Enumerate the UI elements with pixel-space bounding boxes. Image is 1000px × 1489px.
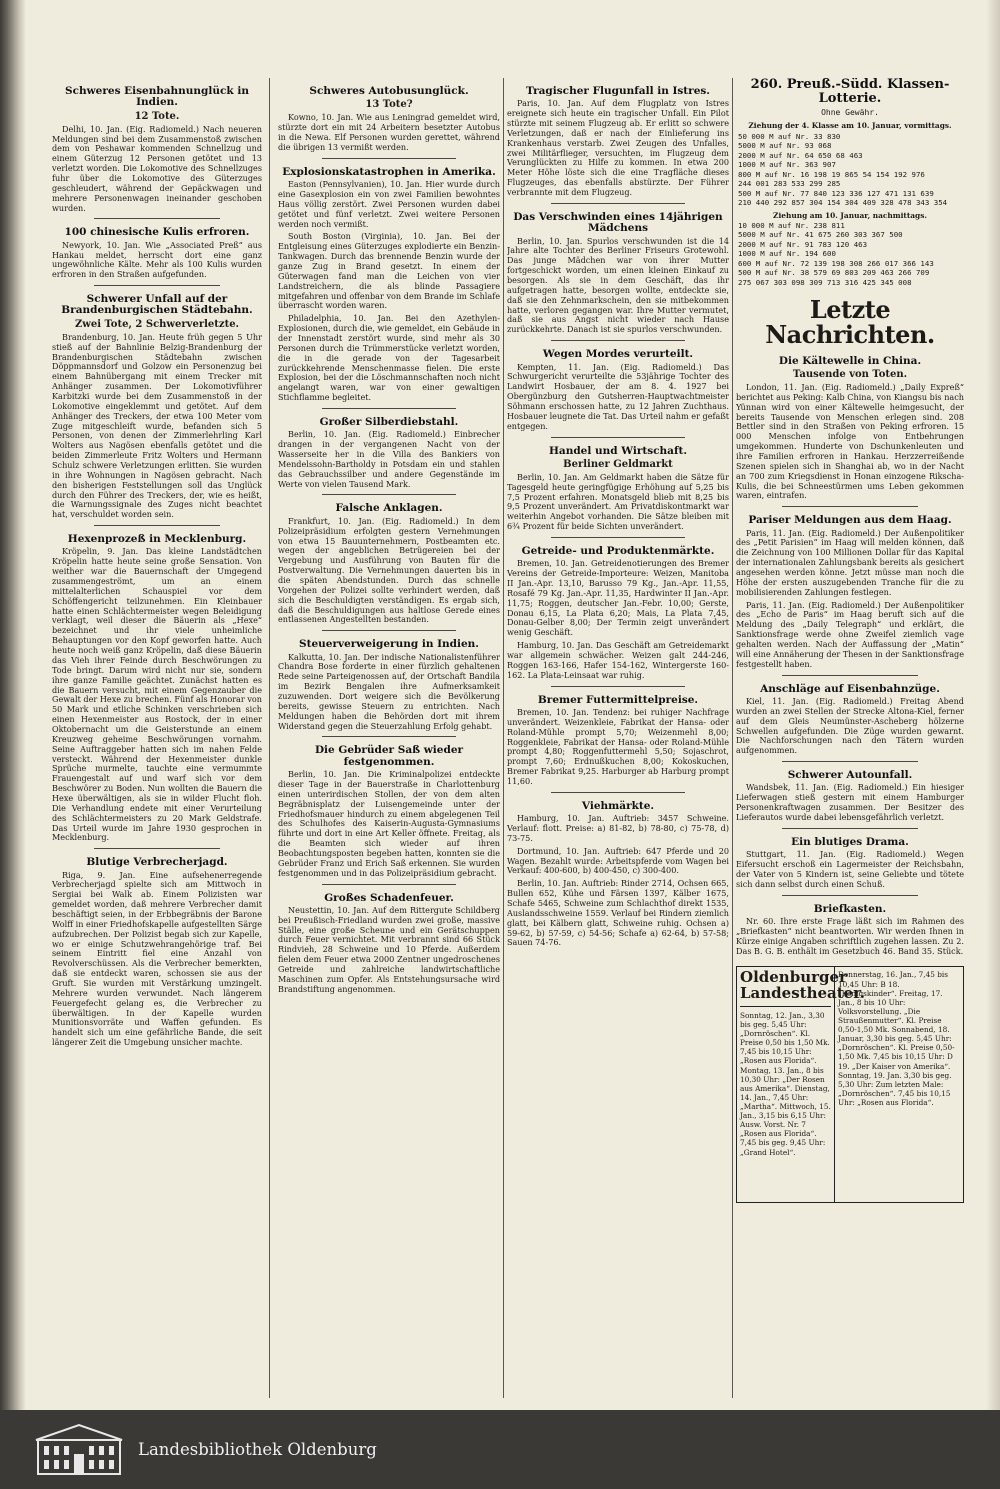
article-separator <box>551 437 684 438</box>
article-paragraph: Berlin, 10. Jan. Die Kriminalpolizei entdeckte dieser Tage in der Bauerstraße in Charlottenburg einen unterirdischen Stollen, der von dem alten Begräbnisplatz der Luisengemeinde unter der Friedhofsmauer hindurch zu einem abgelegenen Teil des Schulhofes des Kaiserin-Augusta-Gymnasiums führte und dort in eine Art Keller öffnete. Freitag, als die Beamten sich wieder auf ihren Beobachtungsposten begeben hatten, konnten sie die Gebrüder Franz und Erich Saß erkennen. Sie wurden festgenommen und in das Polizeipräsidium gebracht. <box>278 769 500 878</box>
lottery-rows-2 <box>736 221 964 287</box>
article-separator <box>94 848 220 849</box>
article-headline: Hexenprozeß in Mecklenburg. <box>67 533 247 546</box>
article-paragraph: Riga, 9. Jan. Eine aufsehenerregende Verbrecherjagd spielte sich am Mittwoch in Sergiai bei Walk ab. Einem Polizisten war gemeldet worden, daß mehrere Verbrecher damit beschäftigt seien, in der Erbbegräbnis der Barone Wolff in einer Friedhofskapelle aufgestellten Särge aufzubrechen. Der Polizist begab sich zur Kapelle, wo er einige Schutzwehrangehörige traf. Bei seinem Eintritt fiel eine Anzahl von Revolverschüssen. Als die Verbrecher bemerkten, daß sie entdeckt waren, schossen sie aus der Gruft. Sie wurden mit Verstärkung umzingelt. Mehrere wurden verwundet. Nach längerem Feuergefecht gelang es, die Verbrecher zu überwältigen. In der Kapelle wurden Munitionsvorräte und Waffen gefunden. Es handelt sich um eine gefährliche Bande, die seit längerer Zeit die Umgebung unsicher machte. <box>52 869 262 1048</box>
article-separator <box>782 828 919 829</box>
article-separator <box>322 884 455 885</box>
article-paragraph: Hamburg, 10. Jan. Das Geschäft am Getreidemarkt war allgemein schwächer. Weizen galt 244-246, Roggen 163-166, Hafer 154-162, Wintergerste 160-162. La Plata-Leinsaat war ruhig. <box>507 640 729 680</box>
article-headline: Die Gebrüder Saß wieder festgenommen. <box>314 744 464 768</box>
lottery-title: 260. Preuß.-Südd. Klassen-Lotterie. <box>750 78 950 107</box>
article-subheadline: 12 Tote. <box>134 110 180 122</box>
article-separator <box>94 285 220 286</box>
article-separator <box>94 525 220 526</box>
article-headline: Schweres Eisenbahnunglück in Indien. <box>65 85 249 109</box>
article-paragraph: Berlin, 10. Jan. Spurlos verschwunden ist die 14 Jahre alte Tochter des Berliner Friseurs Grotewohl. Das junge Mädchen war von ihrer Mutter fortgeschickt worden, um einen kleinen Einkauf zu besorgen. Als sie in dem Geschäft, das ihr aufgetragen hatte, besorgen wollte, entdeckte sie, daß sie den Zehnmarkschein, den sie mitbekommen hatte, verloren gegangen war. Ihre Mutter vermutet, daß sie aus Angst nicht wieder nach Hause zurückkehrte. Danach ist sie spurlos verschwunden. <box>507 235 729 335</box>
article-paragraph: Philadelphia, 10. Jan. Bei den Azethylen-Explosionen, durch die, wie gemeldet, ein Gebäude in der Innenstadt zerstört wurde, sind mehr als 30 Personen durch die Trümmerstücke verletzt worden, die in die gerade von der Tagesarbeit zurückkehrende Menschenmasse fielen. Die erste Explosion, bei der die Löschmannschaften noch nicht angelangt waren, war von einer gewaltigen Stichflamme begleitet. <box>278 313 500 403</box>
library-footer <box>0 1410 1000 1489</box>
column-4 <box>736 78 964 1398</box>
article-headline: Großes Schadenfeuer. <box>324 891 454 904</box>
article-separator <box>551 203 684 204</box>
lottery-row: 5000 M auf Nr. 93 068 <box>738 141 832 151</box>
article-separator <box>551 686 684 687</box>
article-separator <box>782 895 919 896</box>
article-separator <box>551 792 684 793</box>
article-paragraph: Neustettin, 10. Jan. Auf dem Rittergute Schildberg bei Preußisch-Friedland wurden zwei große, massive Ställe, eine große Scheune und ein Gerätschuppen durch Feuer vernichtet. Mit verbrannt sind 66 Stück Rindvieh, 28 Schweine und 10 Pferde. Außerdem fielen dem Feuer etwa 2000 Zentner ungedroschenes Getreide und zahlreiche landwirtschaftliche Maschinen zum Opfer. Als Entstehungsursache wird Brandstiftung angenommen. <box>278 904 500 994</box>
article-paragraph: Bremen, 10. Jan. Getreidenotierungen des Bremer Vereins der Getreide-Importeure: Weizen, Manitoba II Jan.-Apr. 13,10, Barusso 79 Kg., Jan.-Apr. 11,55, Rosafé 79 Kg. Jan.-Apr. 11,35, Hardwinter II Jan.-Apr. 11,75; Roggen, deutscher Jan.-Febr. 10,00; Gerste, Donau 6,15, La Plata 6,20; Mais, La Plata 7,45, Donau-Gelber 8,00; Der Termin zeigt unverändert wenig Geschäft. <box>507 558 729 638</box>
column-2 <box>278 78 500 1398</box>
article-headline: Handel und Wirtschaft. <box>548 444 688 457</box>
article-subheadline: Tausende von Toten. <box>792 368 908 380</box>
article-paragraph: Dortmund, 10. Jan. Auftrieb: 647 Pferde und 20 Wagen. Bezahlt wurde: Arbeitspferde vom Wagen bei Verkauf: 400-600, b) 400-450, c) 300-400. <box>507 845 729 876</box>
lottery-row: 1000 M auf Nr. 363 907 <box>738 160 836 170</box>
article-paragraph: Newyork, 10. Jan. Wie „Associated Preß“ aus Hankau meldet, herrscht dort eine ganz ungewöhnliche Kälte. Mehr als 100 Kulis wurden erfroren in den Straßen aufgefunden. <box>52 239 262 280</box>
article-paragraph: Kalkutta, 10. Jan. Der indische Nationalistenführer Chandra Bose forderte in einer fürzlich gehaltenen Rede seine Parteigenossen auf, der Ortschaft Bandila im Bezirk Bengalen ihre Aufmerksamkeit zuzuwenden. Dort weigere sich die Bevölkerung bereits, gewisse Steuern zu entrichten. Nach Meldungen haben die Behörden dort mit ihrem Widerstand gegen die Steuerzahlung Erfolg gehabt. <box>278 651 500 731</box>
article-separator <box>782 675 919 676</box>
theater-ad <box>736 966 964 1203</box>
article-headline: Pariser Meldungen aus dem Haag. <box>748 514 952 527</box>
article-headline: Großer Silberdiebstahl. <box>319 416 459 428</box>
article-headline: Briefkasten. <box>813 902 887 915</box>
article-separator <box>322 736 455 737</box>
article-headline: Ein blutiges Drama. <box>791 835 909 848</box>
lottery-row: 1000 M auf Nr. 194 600 <box>738 249 836 259</box>
column-3 <box>507 78 729 1398</box>
article-subheadline: 13 Tote? <box>365 99 413 111</box>
theater-ad-left <box>737 967 865 1202</box>
theater-schedule-right: Donnerstag, 16. Jan., 7,45 bis 10,45 Uhr: B 18. „Königskinder“. Freitag, 17. Jan., 8 bis 10 Uhr: Volksvorstellung. „Die Straußenmutter“. Kl. Preise 0,50-1,50 Mk. Sonnabend, 18. Januar, 3,30 bis geg. 5,45 Uhr: „Dornröschen“. Kl. Preise 0,50-1,50 Mk. 7,45 bis 10,15 Uhr: D 19. „Der Kaiser von Amerika“. Sonntag, 19. Jan. 3,30 bis geg. 5,30 Uhr: Zum letzten Male: „Dornröschen“. 7,45 bis 10,15 Uhr: „Rosen aus Florida“. <box>838 970 955 1107</box>
article-headline: Schweres Autobusunglück. <box>309 85 469 97</box>
article-headline: Anschläge auf Eisenbahnzüge. <box>760 682 940 695</box>
article-separator <box>322 630 455 631</box>
lottery-row: 600 M auf Nr. 72 139 198 308 266 017 366 143 <box>738 258 934 268</box>
lottery-row: 2000 M auf Nr. 91 783 120 463 <box>738 239 868 249</box>
article-headline: Schwerer Unfall auf der Brandenburgischen Städtebahn. <box>61 293 253 317</box>
article-paragraph: Easton (Pennsylvanien), 10. Jan. Hier wurde durch eine Gasexplosion ein von zwei Familien bewohntes Haus völlig zerstört. Zwei Personen wurden dabei getötet und fünf verletzt. Zwei weitere Personen werden noch vermißt. <box>278 179 500 229</box>
article-paragraph: Berlin, 10. Jan. Auftrieb: Rinder 2714, Ochsen 665, Bullen 652, Kühe und Färsen 1397, Kälber 1675, Schafe 5465, Schweine zum Schlachthof direkt 1535, Auslandsschweine 1559. Verlauf bei Rindern ziemlich glatt, bei Kälbern glatt, Schweine ruhig. Ochsen a) 59-62, b) 57-59, c) 54-56; Schafe a) 62-64, b) 57-58; Sauen 74-76. <box>507 878 729 948</box>
article-subheadline: Zwei Tote, 2 Schwerverletzte. <box>74 318 240 330</box>
article-headline: Explosionskatastrophen in Amerika. <box>282 165 496 178</box>
column-4-articles <box>736 356 964 957</box>
article-paragraph: Paris, 11. Jan. (Eig. Radiomeld.) Der Außenpolitiker des „Petit Parisien“ im Haag will melden können, daß die Zeichnung von 100 Millionen Dollar für das Kapital der internationalen Zahlungsbank bereits als gesichert angesehen werden könne. Jetzt müsse man noch die Höhe der ersten auszugebenden Tranche für die zu mobilisierenden Zahlungen festlegen. <box>736 527 964 597</box>
article-paragraph: Kröpelin, 9. Jan. Das kleine Landstädtchen Kröpelin hatte heute seine große Sensation. Von weither war die Bauernschaft der Umgegend zusammengeströmt, um an einem mittelalterlichen Schauspiel vor dem Schöffengericht teilzunehmen. Ein Kleinbauer hatte einen Schlächtermeister wegen Beleidigung verklagt, weil dieser die Bäuerin als „Hexe“ bezeichnet und ihr viele unheimliche Behauptungen vor den Kopf geworfen hatte. Auch heute noch weiß ganz Kröpelin, daß diese Bäuerin das Vieh ihrer Feinde durch Beschwörungen zu Tode bringt. Darum wird nicht nur sie, sondern ihre ganze Familie geächtet. Zunächst hatten es die Bauern versucht, mit einem Gegenzauber die Gewalt der Hexe zu brechen. Fünf als Honorar von 50 Mark und etliche Schinken verschrieben sich einen Hexenmeister aus Rostock, der in einer Oktobernacht um die Geisterstunde an einem Kreuzweg geheime Beschwörungen vornahm. Seine Auftraggeber hatten sich im nahen Felde versteckt. Während der Hexenmeister dunkle Sprüche murmelte, tauchte eine vermummte Frauengestalt auf und warf sich vor dem Beschwörer zu Boden. Nun wollten die Bauern die Hexe überwältigen, als sie in wilder Flucht floh. Die Verhandlung endete mit einer Verurteilung des Schlächtermeisters zu 20 Mark Geldstrafe. Das Urteil wurde im Jahre 1930 gesprochen in Mecklenburg. <box>52 546 262 843</box>
article-headline: Tragischer Flugunfall in Istres. <box>526 85 710 97</box>
article-paragraph: Wandsbek, 11. Jan. (Eig. Radiomeld.) Ein hiesiger Lieferwagen stieß gestern mit einem Hamburger Personenkraftwagen zusammen. Der Besitzer des Lieferautos wurde dabei lebensgefährlich verletzt. <box>736 782 964 823</box>
lottery-row: 50 000 M auf Nr. 33 830 <box>738 131 841 141</box>
article-headline: Schwerer Autounfall. <box>787 769 913 782</box>
column-rule <box>269 78 270 1398</box>
article-separator <box>94 218 220 219</box>
article-headline: Bremer Futtermittelpreise. <box>537 693 699 706</box>
page-edge <box>986 0 1000 1489</box>
article-separator <box>782 761 919 762</box>
article-paragraph: Berlin, 10. Jan. Am Geldmarkt haben die Sätze für Tagesgeld heute geringfügige Erhöhung auf 5,25 bis 7,5 Prozent erfahren. Monatsgeld blieb mit 8,25 bis 9,5 Prozent unverändert. Am Privatdiskontmarkt war weiterhin Angebot vorhanden. Die Sätze bleiben mit 6¾ Prozent für beide Sichten unverändert. <box>507 471 729 532</box>
article-subheadline: Berliner Geldmarkt <box>563 458 673 470</box>
article-paragraph: Berlin, 10. Jan. (Eig. Radiomeld.) Einbrecher drangen in der vergangenen Nacht von der Wasserseite her in die Villa des Bankiers von Mendelssohn-Bartholdy in Potsdam ein und stahlen das Gebrauchssilber und andere Gegenstände im Werte von vielen Tausend Mark. <box>278 429 500 489</box>
article-headline: Das Verschwinden eines 14jährigen Mädchens <box>513 210 723 235</box>
article-paragraph: Bremen, 10. Jan. Tendenz: bei ruhiger Nachfrage unverändert. Weizenkleie, Fabrikat der Hansa- oder Roland-Mühle prompt 5,70; Weizenmehl 8,00; Roggenkleie, Fabrikat der Hansa- oder Roland-Mühle prompt 4,80; Roggenfuttermehl 5,50; Sojaschrot, prompt 7,60; Erdnußkuchen 8,00; Kokoskuchen, Bremer Fabrikat 9,25. Harburger ab Harburg prompt 11,60. <box>507 706 729 786</box>
article-separator <box>322 158 455 159</box>
lottery-row: 500 M auf Nr. 38 579 69 803 209 463 266 709 <box>738 268 930 278</box>
article-paragraph: South Boston (Virginia), 10. Jan. Bei der Entgleisung eines Güterzuges explodierte ein Benzin-Tankwagen. Durch das brennende Benzin wurde der ganze Zug in Brand gesetzt. In einem der Güterwagen fand man die Leichen von vier Landstreichern, die als blinde Passagiere mitgefahren und offenbar von dem Brande im Schlafe überrascht worden waren. <box>278 231 500 311</box>
article-paragraph: Delhi, 10. Jan. (Eig. Radiomeld.) Nach neueren Meldungen sind bei dem Zusammenstoß zwischen dem von Peshawar kommenden Schnellzug und einem Güterzug 12 Personen getötet und 13 verletzt worden. Die Lokomotive des Schnellzuges fuhr über die Lokomotive des Güterzuges geschleudert, während der Gepäckwagen und mehrere Personenwagen ineinander geschoben wurden. <box>52 123 262 213</box>
article-separator <box>322 494 455 495</box>
article-headline: Viehmärkte. <box>581 799 655 812</box>
article-paragraph: Frankfurt, 10. Jan. (Eig. Radiomeld.) In dem Polizeipräsidium erfolgten gestern Vernehmungen von etwa 15 Bauunternehmern, Postbeamten etc. wegen der angeblichen Betrügereien bei der Vergebung und Ausführung von Bauten für die Postverwaltung. Die Vernehmungen dauerten bis in die späten Abendstunden. Durch das schnelle Vorgehen der Polizei sollte verhindert werden, daß sich die Beschuldigten verständigen. Es ergab sich, daß die Beschuldigungen aus haltlose Gerede eines entlassenen Angestellten bestanden. <box>278 515 500 625</box>
article-headline: Steuerverweigerung in Indien. <box>299 638 479 651</box>
article-separator <box>782 506 919 507</box>
article-separator <box>551 537 684 538</box>
column-rule <box>732 78 733 1398</box>
article-headline: Getreide- und Produktenmärkte. <box>521 545 715 557</box>
article-headline: Die Kältewelle in China. <box>778 354 922 367</box>
library-building-icon <box>34 1422 124 1478</box>
lottery-row: 2000 M auf Nr. 64 650 68 463 <box>738 150 863 160</box>
lottery-row: 210 440 292 857 304 154 304 409 328 478 343 354 <box>738 198 948 208</box>
column-rule <box>503 78 504 1398</box>
lottery-row: 10 000 M auf Nr. 238 811 <box>738 220 845 230</box>
library-name: Landesbibliothek Oldenburg <box>138 1440 377 1459</box>
article-paragraph: Paris, 10. Jan. Auf dem Flugplatz von Istres ereignete sich heute ein tragischer Unfall. Ein Pilot stürzte mit seinem Flugzeug ab. Er erlitt so schwere Verletzungen, daß er nach der Einlieferung ins Krankenhaus verstarb. Zwei Zeugen des Unfalles, zwei Militärflieger, versuchten, im Flugzeug dem Verunglückten zu Hilfe zu kommen. In etwa 200 Meter Höhe löste sich die eine Tragfläche dieses Flugzeuges, das ebenfalls abstürzte. Der Führer verbrannte mit dem Flugzeug. <box>507 98 729 198</box>
article-paragraph: Hamburg, 10. Jan. Auftrieb: 3457 Schweine. Verlauf: flott. Preise: a) 81-82, b) 78-80, c) 75-78, d) 73-75. <box>507 813 729 843</box>
lottery-note: Ohne Gewähr. <box>821 108 879 118</box>
lottery-rows-1 <box>736 132 964 208</box>
theater-title: Oldenburger Landestheater. <box>740 970 831 1007</box>
article-paragraph: Kiel, 11. Jan. (Eig. Radiomeld.) Freitag Abend wurden an zwei Stellen der Strecke Altona-Kiel, ferner auf dem Gleis Neumünster-Ascheberg hölzerne Schwellen aufgefunden. Die Züge wurden gewarnt. Die Nachforschungen nach den Tätern wurden aufgenommen. <box>736 695 964 756</box>
lottery-row: 275 067 303 098 309 713 316 425 345 008 <box>738 277 912 287</box>
article-headline: Blutige Verbrecherjagd. <box>86 856 228 869</box>
article-paragraph: Brandenburg, 10. Jan. Heute früh gegen 5 Uhr stieß auf der Bahnlinie Belzig-Brandenburg der Brandenburgischen Städtebahn zwischen Döppmannsdorf und Golzow ein Personenzug bei einem Bahnübergang mit einem Trecker mit Anhänger zusammen. Der Lokomotivführer Karbitzki wurde bei dem Zusammenstoß in der Lokomotive eingeklemmt und getötet. Auf dem Anhänger des Treckers, der etwa 100 Meter vom Zuge mitgeschleift wurde, befanden sich 5 Personen, von denen der Zimmerlehrling Karl Wolters aus Nagösen ebenfalls getötet und die beiden Zimmerleute Fritz Wolters und Hermann Schulz schwere Verletzungen erlitten. Sie wurden in ihre Wohnungen in Nagösen gebracht. Nach den bisherigen Feststellungen soll das Unglück durch den Führer des Treckers, der, wie es heißt, die Warnungssignale des Zuges nicht beachtet hat, verschuldet worden sein. <box>52 331 262 520</box>
article-headline: Falsche Anklagen. <box>335 502 443 515</box>
article-paragraph: Stuttgart, 11. Jan. (Eig. Radiomeld.) Wegen Eifersucht erschoß ein Lagermeister der Reichsbahn, der Vater von 5 Kindern ist, seine Geliebte und tötete sich dann selbst durch einen Schuß. <box>736 849 964 889</box>
article-paragraph: Paris, 11. Jan. (Eig. Radiomeld.) Der Außenpolitiker des „Echo de Paris“ im Haag beruft sich auf die Meldung des „Daily Telegraph“ und erklärt, die Sanktionsfrage werde ohne Zweifel ziemlich vage gehalten werden. Nach der Auffassung der „Matin“ will eine Annäherung der Thesen in der Sanktionsfrage festgestellt haben. <box>736 599 964 669</box>
article-paragraph: London, 11. Jan. (Eig. Radiomeld.) „Daily Expreß“ berichtet aus Peking: Kalb China, von Kiangsu bis nach Yünnan wird von einer Kältewelle heimgesucht, der bereits Tausende von Menschen erlegen sind. 208 Bettler sind in den Straßen von Peking erfroren. 15 000 Menschen infolge von Entbehrungen umgekommen. Hunderte von Dschunkenleuten und ihre Familien erfroren in Hankau. Herzzerreißende Szenen spielen sich in Shanghai ab, wo in der Nacht an 700 zum Kriegsdienst in Honan einzogene Rikscha-Kulis, die bei Schneestürmen ums Leben gekommen waren, eintrafen. <box>736 381 964 501</box>
page-fold-shadow <box>0 0 26 1489</box>
lottery-results <box>736 78 964 287</box>
lottery-drawing-1: Ziehung der 4. Klasse am 10. Januar, vormittags. <box>748 121 952 131</box>
lottery-row: 244 001 283 533 299 285 <box>738 179 841 189</box>
article-headline: Wegen Mordes verurteilt. <box>542 348 694 361</box>
article-separator <box>322 408 455 409</box>
lottery-row: 5000 M auf Nr. 41 675 260 303 367 500 <box>738 230 903 240</box>
article-paragraph: Kowno, 10. Jan. Wie aus Leningrad gemeldet wird, stürzte dort ein mit 24 Arbeitern besetzter Autobus in die Newa. Elf Personen wurden gerettet, während die übrigen 13 vermißt werden. <box>278 112 500 152</box>
lottery-row: 800 M auf Nr. 16 198 19 865 54 154 192 976 <box>738 169 925 179</box>
headline-letzte-nachrichten: Letzte Nachrichten. <box>765 295 935 350</box>
article-separator <box>551 340 684 341</box>
theater-ad-right <box>835 967 963 1202</box>
theater-schedule-left: Sonntag, 12. Jan., 3,30 bis geg. 5,45 Uhr: „Dornröschen“. Kl. Preise 0,50 bis 1,50 Mk. 7,45 bis 10,15 Uhr: „Rosen aus Florida“. Montag, 13. Jan., 8 bis 10,30 Uhr: „Der Rosen aus Amerika“. Dienstag, 14. Jan., 7,45 Uhr: „Martha“. Mittwoch, 15. Jan., 3,15 bis 6,15 Uhr: Ausw. Vorst. Nr. 7 „Rosen aus Florida“. 7,45 bis geg. 9,45 Uhr: „Grand Hotel“. <box>740 1010 831 1157</box>
column-1 <box>52 78 262 1398</box>
article-headline: 100 chinesische Kulis erfroren. <box>64 226 250 239</box>
lottery-row: 500 M auf Nr. 77 840 123 336 127 471 131 639 <box>738 188 934 198</box>
article-paragraph: Nr. 60. Ihre erste Frage läßt sich im Rahmen des „Briefkasten“ nicht beantworten. Wir werden Ihnen in Kürze einige Angaben schriftlich zugehen lassen. Zu 2. Das B. G. B. enthält im Gesetzbuch 46. Band 35. Stück. <box>736 915 964 956</box>
lottery-drawing-2: Ziehung am 10. Januar, nachmittags. <box>773 210 927 220</box>
article-paragraph: Kempten, 11. Jan. (Eig. Radiomeld.) Das Schwurgericht verurteilte die 53jährige Tochter des Landwirt Hosbauer, der am 8. 4. 1927 bei Obergünzburg den Gutsherren-Hauptwachtmeister Söhmann erschossen hatte, zu 12 Jahren Zuchthaus. Hosbauer leugnete die Tat. Das Urteil nahm er gefaßt entgegen. <box>507 361 729 431</box>
